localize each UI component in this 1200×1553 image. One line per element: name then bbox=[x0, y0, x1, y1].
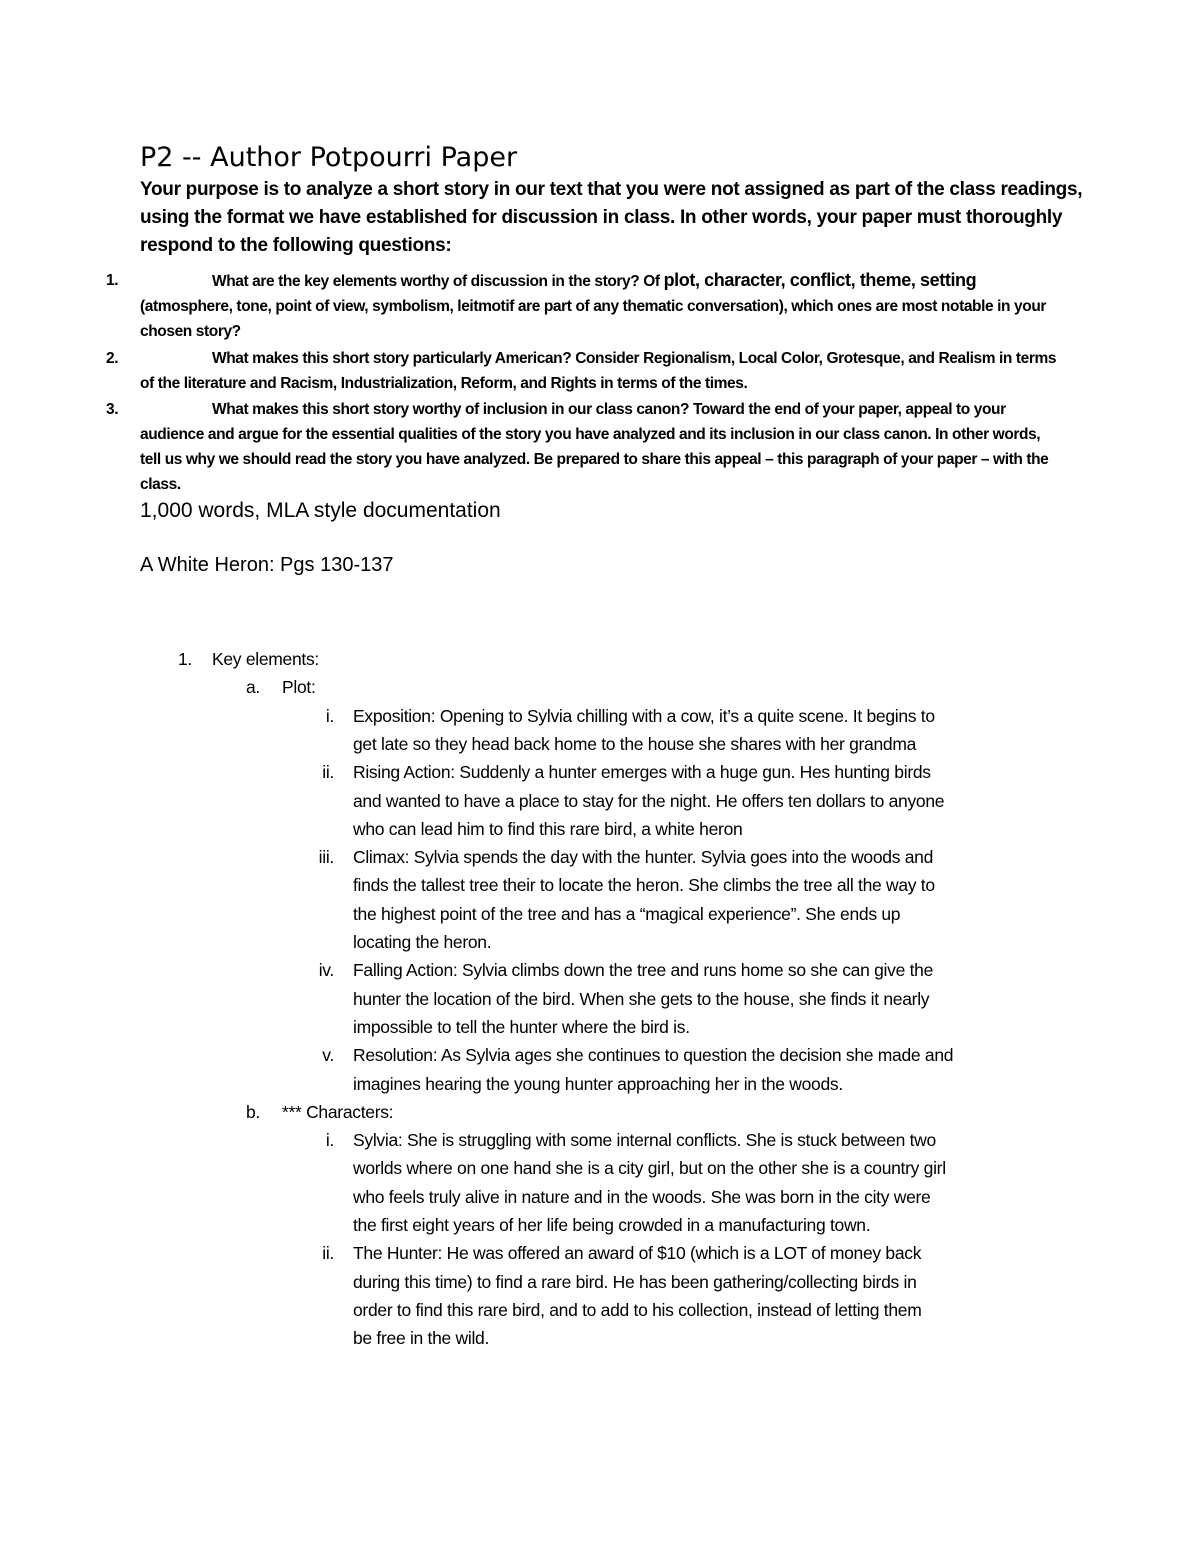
list-item-text: the first eight years of her life being crowded in a manufacturing town. bbox=[353, 1215, 871, 1235]
list-item-text: finds the tallest tree their to locate the heron. She climbs the tree all the way to bbox=[353, 875, 935, 896]
list-item-text: be free in the wild. bbox=[353, 1328, 490, 1349]
list-item-text: The Hunter: He was offered an award of $10 (which is a LOT of money back bbox=[353, 1243, 922, 1264]
requirements-line: 1,000 words, MLA style documentation bbox=[140, 499, 501, 522]
list-item-text: who can lead him to find this rare bird, a white heron bbox=[353, 818, 743, 839]
list-marker: i. bbox=[325, 705, 334, 726]
list-item-text: Rising Action: Suddenly a hunter emerges with a huge gun. Hes hunting birds bbox=[353, 762, 931, 783]
list-item-text: the highest point of the tree and has a “magical experience”. She ends up bbox=[353, 903, 901, 924]
list-item-text: Sylvia: She is struggling with some internal conflicts. She is stuck between two bbox=[353, 1130, 936, 1151]
list-item-text: Key elements: bbox=[212, 649, 319, 669]
question-number: 3. bbox=[106, 401, 119, 418]
question-3 bbox=[0, 397, 1200, 497]
list-item-text: and wanted to have a place to stay for the night. He offers ten dollars to anyone bbox=[353, 790, 945, 811]
list-item-text: order to find this rare bird, and to add to his collection, instead of letting them bbox=[353, 1299, 922, 1320]
list-item-text: locating the heron. bbox=[353, 932, 492, 952]
question-text bbox=[140, 268, 1060, 344]
list-item-text: Exposition: Opening to Sylvia chilling with a cow, it’s a quite scene. It begins to bbox=[353, 705, 935, 726]
list-item-text: during this time) to find a rare bird. He has been gathering/collecting birds in bbox=[353, 1271, 917, 1292]
list-item-text: hunter the location of the bird. When she gets to the house, she finds it nearly bbox=[353, 988, 930, 1009]
list-item-text: *** Characters: bbox=[282, 1101, 394, 1122]
list-item-text: impossible to tell the hunter where the bird is. bbox=[353, 1016, 690, 1037]
question-2 bbox=[0, 346, 1200, 396]
list-item-text: Resolution: As Sylvia ages she continues to question the decision she made and bbox=[353, 1045, 954, 1066]
list-marker: b. bbox=[246, 1101, 260, 1122]
list-marker: ii. bbox=[322, 1243, 334, 1264]
list-item-text: get late so they head back home to the house she shares with her grandma bbox=[353, 733, 917, 754]
list-marker: ii. bbox=[322, 762, 334, 783]
document-title: P2 -- Author Potpourri Paper bbox=[140, 142, 518, 173]
list-marker: 1. bbox=[178, 649, 192, 669]
question-emphasis: plot, character, conflict, theme, setting bbox=[663, 270, 977, 290]
question-lead: What are the key elements worthy of discussion in the story? Of bbox=[212, 273, 664, 290]
list-item-text: who feels truly alive in nature and in the woods. She was born in the city were bbox=[353, 1186, 931, 1207]
question-text: What makes this short story worthy of inclusion in our class canon? Toward the end of your paper, appeal to your audience and argue for the essential qualities of the story you have analyzed and its inclusion in our class canon. In other words, tell us why we should read the story you have analyzed. Be prepared to share this appeal – this paragraph of your paper – with the class. bbox=[140, 401, 1049, 493]
question-1 bbox=[0, 268, 1200, 343]
question-number: 1. bbox=[106, 272, 119, 289]
list-item-text: worlds where on one hand she is a city girl, but on the other she is a country girl bbox=[353, 1158, 946, 1179]
list-marker: a. bbox=[246, 677, 260, 698]
list-item-text: Climax: Sylvia spends the day with the hunter. Sylvia goes into the woods and bbox=[353, 847, 934, 868]
list-item-text: imagines hearing the young hunter approaching her in the woods. bbox=[353, 1073, 843, 1094]
question-text: What makes this short story particularly American? Consider Regionalism, Local Color, Grotesque, and Realism in terms of the literature and Racism, Industrialization, Reform, and Rights in terms of the times. bbox=[140, 350, 1057, 392]
purpose-paragraph: Your purpose is to analyze a short story in our text that you were not assigned as part of the class readings, using the format we have established for discussion in class. In other words, your paper must thoroughly respond to the following questions: bbox=[140, 179, 1083, 256]
list-marker: iii. bbox=[318, 847, 334, 868]
question-tail: (atmosphere, tone, point of view, symbolism, leitmotif are part of any thematic conversation), which ones are most notable in your chosen story? bbox=[140, 298, 1047, 340]
story-heading: A White Heron: Pgs 130-137 bbox=[140, 554, 394, 576]
question-number: 2. bbox=[106, 350, 119, 367]
list-marker: i. bbox=[325, 1130, 334, 1151]
list-item-text: Plot: bbox=[282, 677, 316, 698]
list-marker: v. bbox=[322, 1045, 334, 1066]
list-item-text: Falling Action: Sylvia climbs down the tree and runs home so she can give the bbox=[353, 960, 934, 981]
list-marker: iv. bbox=[318, 960, 334, 981]
